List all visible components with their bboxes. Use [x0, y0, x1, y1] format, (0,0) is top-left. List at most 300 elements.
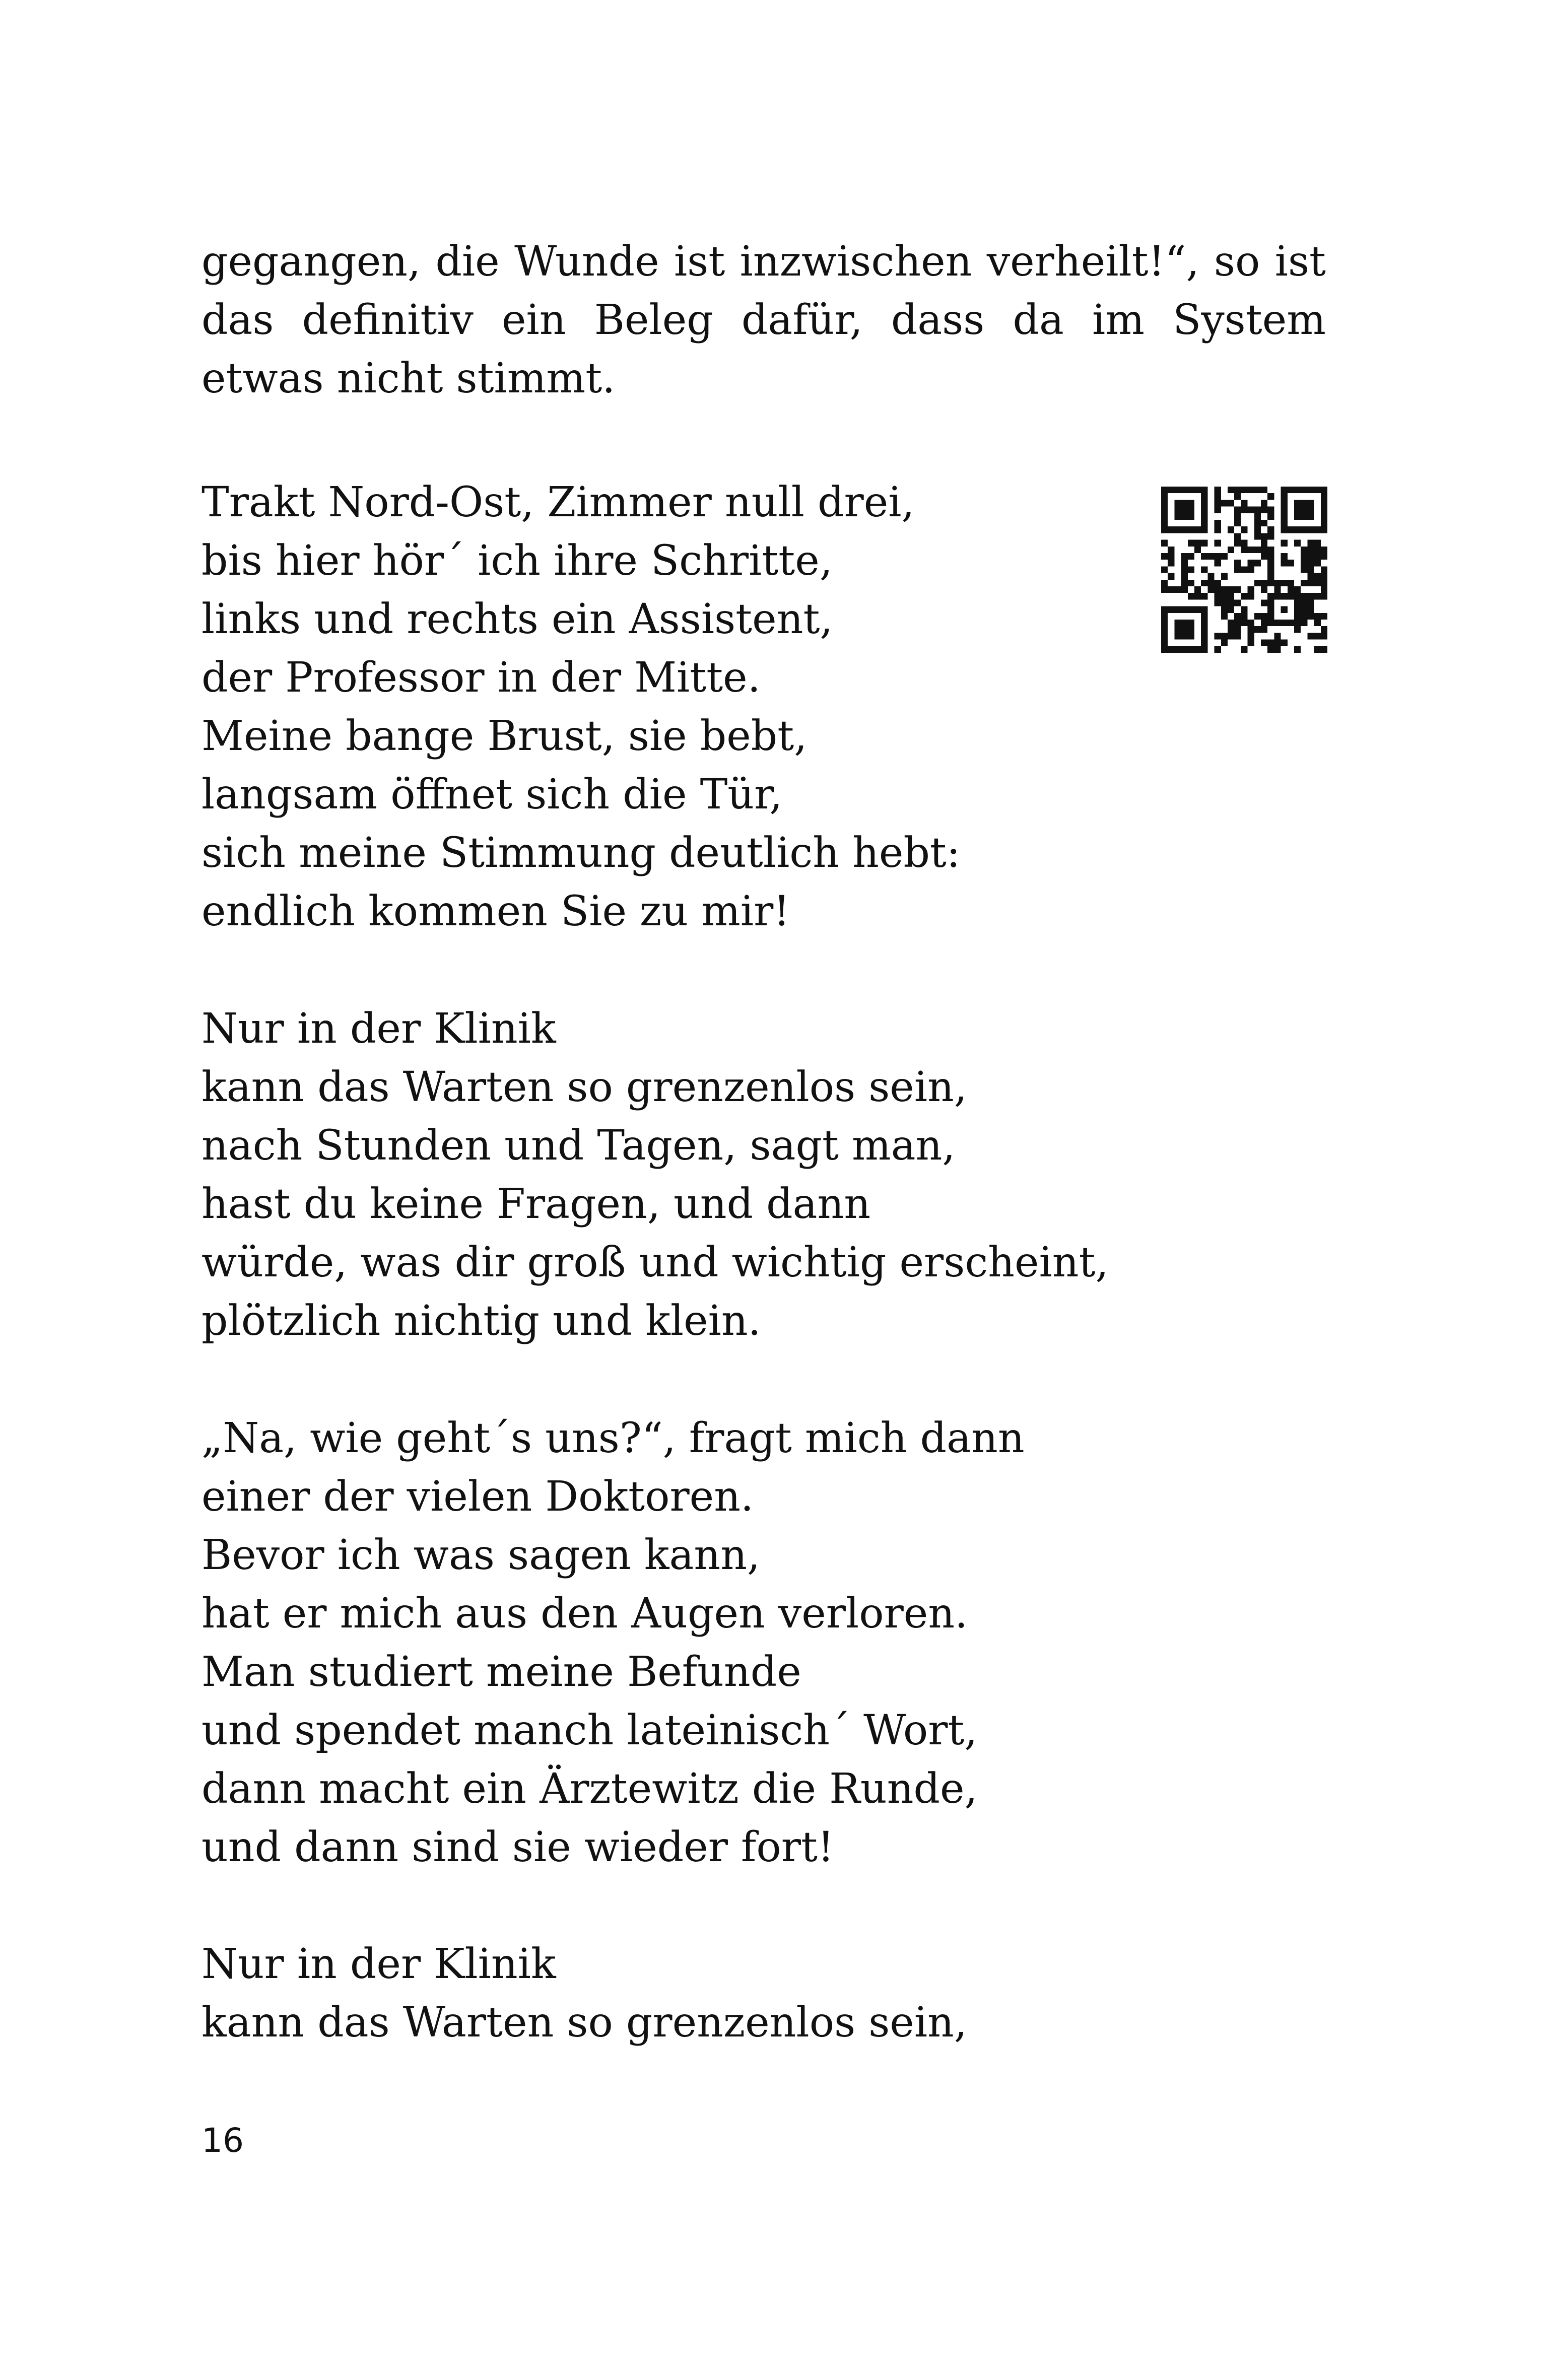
qr-module — [1321, 573, 1327, 580]
qr-module — [1281, 493, 1288, 500]
qr-module — [1314, 633, 1321, 639]
qr-module — [1248, 593, 1254, 599]
qr-module — [1307, 580, 1314, 586]
qr-module — [1228, 586, 1234, 593]
qr-module — [1281, 540, 1288, 547]
qr-module — [1288, 560, 1294, 566]
qr-module — [1248, 586, 1254, 593]
qr-module — [1221, 553, 1228, 560]
qr-module — [1294, 507, 1301, 513]
qr-module — [1301, 500, 1307, 506]
qr-module — [1288, 580, 1294, 586]
qr-module — [1307, 599, 1314, 606]
qr-module — [1188, 646, 1194, 653]
qr-module — [1215, 553, 1221, 560]
qr-module — [1221, 606, 1228, 613]
qr-module — [1181, 646, 1188, 653]
qr-module — [1221, 500, 1228, 506]
qr-module — [1174, 633, 1181, 639]
qr-module — [1215, 526, 1221, 533]
qr-module — [1261, 640, 1267, 646]
qr-module — [1194, 586, 1201, 593]
qr-module — [1307, 553, 1314, 560]
qr-module — [1221, 640, 1228, 646]
qr-module — [1301, 507, 1307, 513]
qr-module — [1248, 566, 1254, 573]
qr-module — [1248, 560, 1254, 566]
qr-module — [1174, 500, 1181, 506]
qr-module — [1267, 599, 1274, 606]
qr-module — [1188, 487, 1194, 493]
qr-module — [1261, 487, 1267, 493]
verse-line: langsam öffnet sich die Tür, — [201, 771, 783, 819]
qr-module — [1201, 580, 1207, 586]
qr-module — [1201, 553, 1207, 560]
qr-module — [1194, 593, 1201, 599]
qr-module — [1241, 566, 1247, 573]
qr-module — [1321, 553, 1327, 560]
qr-module — [1228, 500, 1234, 506]
qr-module — [1301, 613, 1307, 620]
qr-module — [1307, 613, 1314, 620]
qr-module — [1294, 646, 1301, 653]
qr-module — [1201, 606, 1207, 613]
qr-module — [1201, 487, 1207, 493]
qr-module — [1261, 547, 1267, 553]
qr-module — [1267, 566, 1274, 573]
qr-module — [1201, 520, 1207, 526]
qr-module — [1228, 593, 1234, 599]
qr-module — [1228, 620, 1234, 626]
qr-module — [1161, 507, 1168, 513]
qr-module — [1274, 593, 1281, 599]
verse-line: der Professor in der Mitte. — [201, 654, 761, 702]
qr-module — [1301, 606, 1307, 613]
qr-module — [1188, 606, 1194, 613]
qr-module — [1215, 560, 1221, 566]
qr-module — [1248, 507, 1254, 513]
qr-module — [1301, 560, 1307, 566]
qr-module — [1221, 633, 1228, 639]
qr-module — [1261, 613, 1267, 620]
qr-module — [1281, 553, 1288, 560]
qr-module — [1267, 533, 1274, 539]
qr-module — [1215, 507, 1221, 513]
qr-module — [1228, 626, 1234, 633]
qr-module — [1307, 593, 1314, 599]
qr-module — [1301, 599, 1307, 606]
qr-module — [1215, 487, 1221, 493]
qr-module — [1174, 487, 1181, 493]
qr-module — [1314, 547, 1321, 553]
qr-module — [1181, 507, 1188, 513]
qr-module — [1201, 500, 1207, 506]
verse-line: Nur in der Klinik — [201, 1005, 556, 1053]
qr-module — [1261, 500, 1267, 506]
qr-module — [1181, 566, 1188, 573]
qr-module — [1321, 487, 1327, 493]
qr-module — [1241, 606, 1247, 613]
qr-module — [1215, 593, 1221, 599]
qr-module — [1254, 520, 1261, 526]
qr-module — [1267, 640, 1274, 646]
qr-module — [1314, 526, 1321, 533]
qr-module — [1221, 573, 1228, 580]
qr-module — [1288, 526, 1294, 533]
qr-module — [1314, 646, 1321, 653]
qr-module — [1228, 526, 1234, 533]
qr-module — [1314, 487, 1321, 493]
verse-line: bis hier hör´ ich ihre Schritte, — [201, 537, 833, 585]
qr-module — [1248, 626, 1254, 633]
qr-module — [1321, 520, 1327, 526]
qr-module — [1161, 646, 1168, 653]
qr-module — [1228, 633, 1234, 639]
qr-module — [1181, 633, 1188, 639]
qr-module — [1248, 547, 1254, 553]
qr-module — [1161, 493, 1168, 500]
verse-line: Man studiert meine Befunde — [201, 1648, 801, 1696]
qr-module — [1307, 540, 1314, 547]
qr-module — [1281, 487, 1288, 493]
qr-module — [1281, 526, 1288, 533]
qr-module — [1301, 566, 1307, 573]
qr-module — [1215, 633, 1221, 639]
qr-module — [1168, 547, 1174, 553]
qr-module — [1321, 646, 1327, 653]
verse-line: Trakt Nord-Ost, Zimmer null drei, — [201, 479, 915, 526]
qr-module — [1261, 540, 1267, 547]
poem-stanza-3 — [201, 1409, 1360, 1877]
qr-module — [1294, 500, 1301, 506]
qr-module — [1168, 526, 1174, 533]
qr-module — [1321, 613, 1327, 620]
qr-module — [1201, 513, 1207, 520]
qr-module — [1267, 646, 1274, 653]
qr-module — [1228, 487, 1234, 493]
qr-module — [1307, 513, 1314, 520]
verse-line: plötzlich nichtig und klein. — [201, 1297, 761, 1345]
qr-module — [1267, 553, 1274, 560]
verse-line: einer der vielen Doktoren. — [201, 1473, 754, 1521]
qr-module — [1267, 526, 1274, 533]
qr-module — [1228, 547, 1234, 553]
qr-module — [1267, 573, 1274, 580]
qr-module — [1168, 553, 1174, 560]
qr-module — [1194, 487, 1201, 493]
qr-module — [1174, 507, 1181, 513]
qr-module — [1241, 540, 1247, 547]
qr-module — [1267, 507, 1274, 513]
qr-module — [1254, 613, 1261, 620]
qr-module — [1254, 487, 1261, 493]
qr-module — [1188, 507, 1194, 513]
qr-module — [1161, 540, 1168, 547]
qr-module — [1234, 560, 1241, 566]
qr-module — [1267, 513, 1274, 520]
qr-module — [1207, 573, 1214, 580]
qr-module — [1174, 606, 1181, 613]
qr-module — [1241, 593, 1247, 599]
qr-module — [1215, 540, 1221, 547]
qr-module — [1267, 560, 1274, 566]
qr-module — [1215, 599, 1221, 606]
qr-module — [1188, 580, 1194, 586]
qr-module — [1274, 633, 1281, 639]
qr-module — [1201, 640, 1207, 646]
qr-module — [1215, 500, 1221, 506]
qr-module — [1228, 606, 1234, 613]
qr-module — [1201, 540, 1207, 547]
verse-line: sich meine Stimmung deutlich hebt: — [201, 829, 961, 877]
qr-module — [1321, 633, 1327, 639]
qr-module — [1174, 646, 1181, 653]
qr-module — [1161, 640, 1168, 646]
qr-module — [1181, 580, 1188, 586]
qr-module — [1301, 580, 1307, 586]
qr-module — [1161, 500, 1168, 506]
qr-module — [1261, 520, 1267, 526]
qr-module — [1201, 620, 1207, 626]
qr-module — [1174, 626, 1181, 633]
qr-module — [1234, 487, 1241, 493]
qr-module — [1234, 540, 1241, 547]
qr-module — [1168, 586, 1174, 593]
verse-line: Bevor ich was sagen kann, — [201, 1531, 761, 1579]
verse-line: dann macht ein Ärztewitz die Runde, — [201, 1765, 978, 1813]
qr-module — [1201, 507, 1207, 513]
qr-module — [1307, 566, 1314, 573]
qr-module — [1248, 640, 1254, 646]
qr-module — [1261, 533, 1267, 539]
qr-module — [1321, 626, 1327, 633]
qr-module — [1188, 566, 1194, 573]
qr-module — [1234, 520, 1241, 526]
qr-module — [1281, 580, 1288, 586]
qr-module — [1281, 606, 1288, 613]
qr-module — [1181, 513, 1188, 520]
qr-module — [1294, 606, 1301, 613]
verse-line: links und rechts ein Assistent, — [201, 595, 833, 643]
qr-module — [1274, 640, 1281, 646]
qr-module — [1267, 580, 1274, 586]
qr-module — [1228, 599, 1234, 606]
verse-line: nach Stunden und Tagen, sagt man, — [201, 1122, 956, 1170]
qr-module — [1314, 560, 1321, 566]
verse-line: würde, was dir groß und wichtig erscheint, — [201, 1239, 1109, 1286]
qr-module — [1321, 586, 1327, 593]
verse-line: „Na, wie geht´s uns?“, fragt mich dann — [201, 1414, 1025, 1462]
qr-module — [1181, 487, 1188, 493]
qr-module — [1274, 646, 1281, 653]
qr-module — [1234, 633, 1241, 639]
qr-module — [1161, 626, 1168, 633]
qr-module — [1234, 513, 1241, 520]
qr-module — [1321, 526, 1327, 533]
qr-module — [1188, 633, 1194, 639]
qr-module — [1281, 560, 1288, 566]
qr-module — [1321, 566, 1327, 573]
qr-module — [1215, 646, 1221, 653]
qr-module — [1288, 620, 1294, 626]
qr-module — [1234, 533, 1241, 539]
qr-module — [1254, 547, 1261, 553]
qr-module — [1321, 580, 1327, 586]
qr-module — [1301, 593, 1307, 599]
verse-line: kann das Warten so grenzenlos sein, — [201, 1999, 967, 2047]
qr-module — [1261, 620, 1267, 626]
qr-module — [1207, 586, 1214, 593]
qr-module — [1234, 626, 1241, 633]
qr-module — [1161, 586, 1168, 593]
qr-module — [1188, 526, 1194, 533]
qr-module — [1161, 633, 1168, 639]
verse-line: und dann sind sie wieder fort! — [201, 1823, 834, 1871]
qr-code-icon[interactable] — [1161, 487, 1327, 653]
qr-module — [1201, 593, 1207, 599]
qr-module — [1254, 626, 1261, 633]
qr-module — [1301, 620, 1307, 626]
qr-module — [1221, 613, 1228, 620]
qr-module — [1221, 599, 1228, 606]
qr-module — [1307, 507, 1314, 513]
qr-module — [1201, 526, 1207, 533]
qr-module — [1307, 526, 1314, 533]
poem-stanza-2 — [201, 1000, 1360, 1350]
qr-module — [1194, 606, 1201, 613]
qr-module — [1181, 573, 1188, 580]
qr-module — [1274, 580, 1281, 586]
qr-module — [1241, 526, 1247, 533]
qr-module — [1215, 586, 1221, 593]
qr-module — [1261, 586, 1267, 593]
qr-module — [1181, 606, 1188, 613]
qr-module — [1201, 646, 1207, 653]
qr-module — [1294, 487, 1301, 493]
verse-line: Nur in der Klinik — [201, 1940, 556, 1988]
qr-module — [1321, 507, 1327, 513]
qr-module — [1181, 626, 1188, 633]
qr-module — [1215, 580, 1221, 586]
qr-module — [1254, 580, 1261, 586]
qr-module — [1254, 507, 1261, 513]
qr-module — [1188, 620, 1194, 626]
verse-line: endlich kommen Sie zu mir! — [201, 888, 790, 935]
qr-module — [1241, 487, 1247, 493]
qr-module — [1281, 593, 1288, 599]
qr-module — [1241, 500, 1247, 506]
qr-module — [1234, 493, 1241, 500]
verse-line: hast du keine Fragen, und dann — [201, 1180, 871, 1228]
qr-module — [1188, 593, 1194, 599]
qr-module — [1321, 547, 1327, 553]
qr-module — [1314, 540, 1321, 547]
qr-module — [1301, 487, 1307, 493]
qr-module — [1234, 586, 1241, 593]
qr-module — [1174, 620, 1181, 626]
qr-module — [1254, 513, 1261, 520]
qr-module — [1241, 620, 1247, 626]
verse-line: hat er mich aus den Augen verloren. — [201, 1590, 968, 1638]
qr-module — [1314, 553, 1321, 560]
qr-module — [1241, 507, 1247, 513]
qr-module — [1281, 507, 1288, 513]
qr-module — [1234, 613, 1241, 620]
qr-module — [1281, 513, 1288, 520]
qr-module — [1161, 620, 1168, 626]
qr-module — [1294, 620, 1301, 626]
qr-module — [1321, 493, 1327, 500]
qr-module — [1301, 513, 1307, 520]
qr-module — [1221, 593, 1228, 599]
qr-module — [1181, 620, 1188, 626]
qr-module — [1168, 560, 1174, 566]
qr-module — [1194, 540, 1201, 547]
qr-module — [1314, 580, 1321, 586]
qr-module — [1161, 613, 1168, 620]
qr-module — [1201, 633, 1207, 639]
qr-module — [1301, 526, 1307, 533]
qr-module — [1307, 573, 1314, 580]
qr-module — [1261, 553, 1267, 560]
qr-module — [1294, 626, 1301, 633]
qr-module — [1307, 547, 1314, 553]
qr-module — [1174, 513, 1181, 520]
qr-module — [1307, 500, 1314, 506]
qr-module — [1314, 613, 1321, 620]
qr-module — [1188, 513, 1194, 520]
qr-module — [1241, 613, 1247, 620]
verse-line: kann das Warten so grenzenlos sein, — [201, 1063, 967, 1111]
qr-module — [1234, 566, 1241, 573]
qr-module — [1321, 500, 1327, 506]
qr-module — [1201, 626, 1207, 633]
qr-module — [1188, 500, 1194, 506]
qr-module — [1174, 526, 1181, 533]
qr-module — [1267, 593, 1274, 599]
qr-module — [1161, 526, 1168, 533]
qr-module — [1294, 526, 1301, 533]
qr-module — [1288, 586, 1294, 593]
qr-module — [1294, 540, 1301, 547]
qr-module — [1254, 533, 1261, 539]
qr-module — [1307, 560, 1314, 566]
qr-module — [1314, 573, 1321, 580]
qr-module — [1194, 526, 1201, 533]
qr-module — [1221, 586, 1228, 593]
qr-module — [1181, 500, 1188, 506]
verse-line: und spendet manch lateinisch´ Wort, — [201, 1707, 978, 1754]
qr-module — [1188, 626, 1194, 633]
qr-module — [1161, 513, 1168, 520]
qr-module — [1241, 646, 1247, 653]
poem-stanza-4 — [201, 1935, 1360, 2052]
qr-module — [1321, 593, 1327, 599]
qr-module — [1267, 613, 1274, 620]
qr-module — [1181, 560, 1188, 566]
qr-module — [1314, 620, 1321, 626]
qr-module — [1161, 520, 1168, 526]
qr-module — [1261, 580, 1267, 586]
qr-module — [1248, 620, 1254, 626]
qr-module — [1188, 553, 1194, 560]
verse-line: Meine bange Brust, sie bebt, — [201, 712, 808, 760]
qr-module — [1248, 487, 1254, 493]
qr-module — [1288, 487, 1294, 493]
qr-module — [1234, 507, 1241, 513]
qr-module — [1294, 586, 1301, 593]
qr-module — [1307, 606, 1314, 613]
